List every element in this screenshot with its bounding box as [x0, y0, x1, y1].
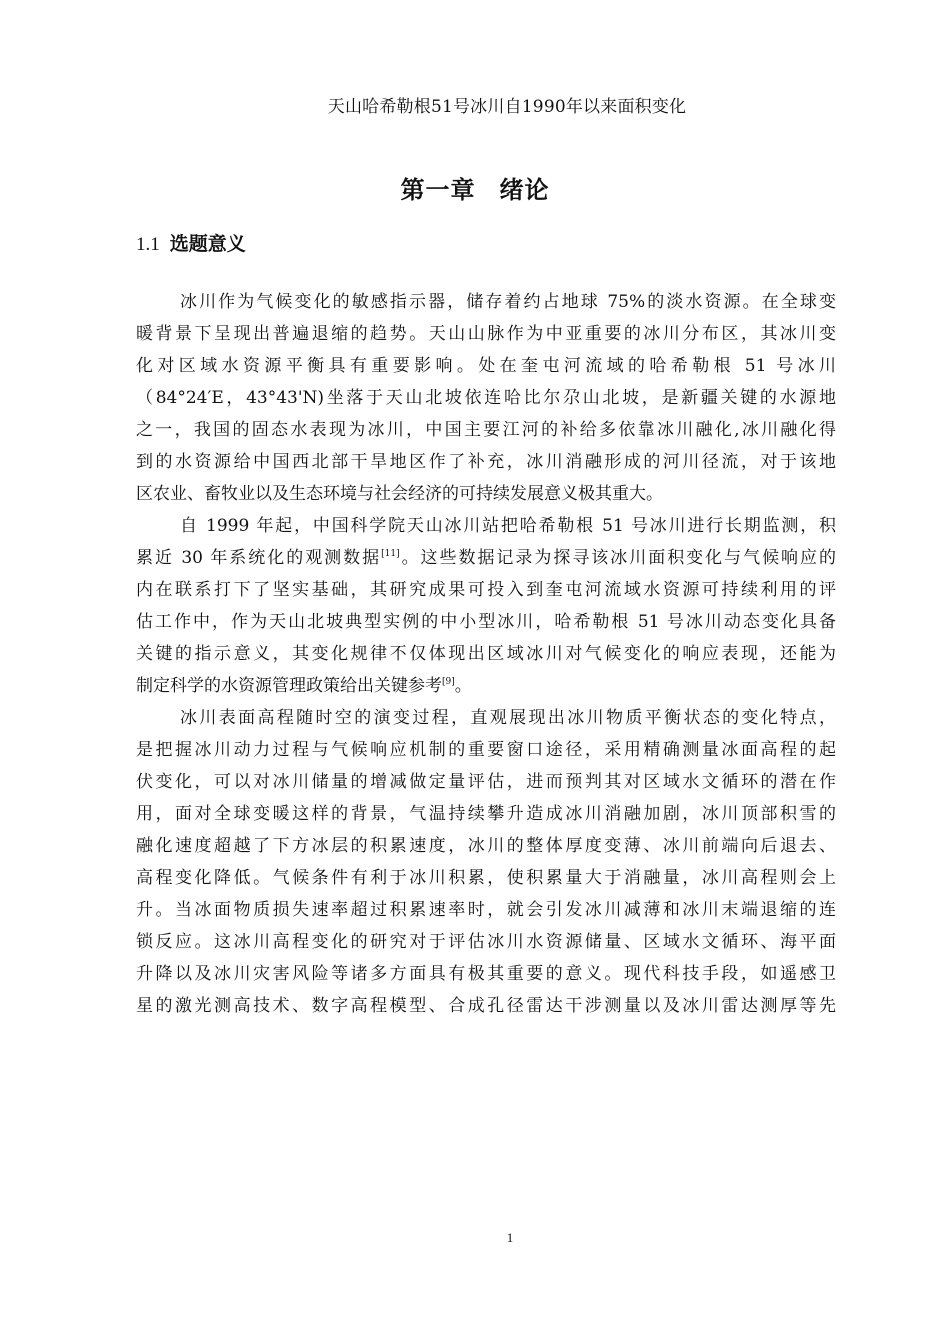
text-segment: 累近 30 年系统化的观测数据 [136, 548, 382, 568]
text-segment: 之一，我国的固态水表现为冰川，中国主要江河的补给多依靠冰川融化,冰川融化得 [136, 420, 836, 440]
text-segment: 暖背景下呈现出普遍退缩的趋势。天山山脉作为中亚重要的冰川分布区，其冰川变 [136, 324, 836, 344]
citation-reference: [9] [442, 677, 455, 687]
text-segment: 冰川表面高程随时空的演变过程，直观展现出冰川物质平衡状态的变化特点， [180, 708, 836, 728]
text-segment: 锁反应。这冰川高程变化的研究对于评估冰川水资源储量、区域水文循环、海平面 [136, 932, 836, 952]
section-title-text: 选题意义 [169, 233, 246, 255]
text-line [136, 830, 836, 862]
text-line [136, 670, 836, 702]
text-segment: （84°24′E，43°43'N)坐落于天山北坡依连哈比尔尕山北坡，是新疆关键的水源地 [136, 388, 836, 408]
text-segment: 是把握冰川动力过程与气候响应机制的重要窗口途径，采用精确测量冰面高程的起 [136, 740, 836, 760]
paragraph [136, 510, 836, 702]
text-line [136, 638, 836, 670]
text-line [136, 478, 836, 510]
paragraph [136, 286, 836, 510]
text-line [136, 990, 836, 1022]
text-line [136, 574, 836, 606]
text-line [136, 318, 836, 350]
text-line [136, 734, 836, 766]
text-segment: 升降以及冰川灾害风险等诸多方面具有极其重要的意义。现代科技手段，如遥感卫 [136, 964, 836, 984]
text-line [136, 286, 836, 318]
text-line [136, 382, 836, 414]
text-line [136, 894, 836, 926]
text-line [136, 926, 836, 958]
text-line [136, 510, 836, 542]
text-segment: 高程变化降低。气候条件有利于冰川积累，使积累量大于消融量，冰川高程则会上 [136, 868, 836, 888]
text-line [136, 702, 836, 734]
text-segment: 用，面对全球变暖这样的背景，气温持续攀升造成冰川消融加剧，冰川顶部积雪的 [136, 804, 836, 824]
text-segment: 。这些数据记录为探寻该冰川面积变化与气候响应的 [399, 548, 836, 568]
text-segment: 星的激光测高技术、数字高程模型、合成孔径雷达干涉测量以及冰川雷达测厚等先 [136, 996, 836, 1016]
text-line [136, 958, 836, 990]
text-line [136, 414, 836, 446]
text-segment: 冰川作为气候变化的敏感指示器，储存着约占地球 75%的淡水资源。在全球变 [180, 292, 836, 312]
text-line [136, 542, 836, 574]
text-segment: 到的水资源给中国西北部干旱地区作了补充，冰川消融形成的河川径流，对于该地 [136, 452, 836, 472]
text-line [136, 798, 836, 830]
text-segment: 。 [454, 676, 472, 696]
text-line [136, 766, 836, 798]
text-segment: 自 1999 年起，中国科学院天山冰川站把哈希勒根 51 号冰川进行长期监测，积 [180, 516, 836, 536]
paragraph [136, 702, 836, 1022]
section-heading [136, 229, 246, 256]
text-segment: 关键的指示意义，其变化规律不仅体现出区域冰川对气候变化的响应表现，还能为 [136, 644, 836, 664]
text-segment: 融化速度超越了下方冰层的积累速度，冰川的整体厚度变薄、冰川前端向后退去、 [136, 836, 836, 856]
text-segment: 制定科学的水资源管理政策给出关键参考 [136, 676, 442, 696]
text-segment: 升。当冰面物质损失速率超过积累速率时，就会引发冰川减薄和冰川末端退缩的连 [136, 900, 836, 920]
text-line [136, 862, 836, 894]
section-number: 1.1 [136, 234, 160, 255]
running-header: 天山哈希勒根51号冰川自1990年以来面积变化 [327, 97, 687, 117]
text-line [136, 446, 836, 478]
text-segment: 伏变化，可以对冰川储量的增减做定量评估，进而预判其对区域水文循环的潜在作 [136, 772, 836, 792]
citation-reference: [11] [381, 549, 400, 559]
text-segment: 化对区域水资源平衡具有重要影响。处在奎屯河流域的哈希勒根 51 号冰川 [136, 356, 836, 376]
page-number: 1 [506, 1230, 514, 1245]
chapter-number-label: 第一章 [400, 176, 476, 204]
text-line [136, 350, 836, 382]
chapter-title [0, 170, 950, 205]
body-text [136, 286, 836, 1022]
text-line [136, 606, 836, 638]
text-segment: 估工作中，作为天山北坡典型实例的中小型冰川，哈希勒根 51 号冰川动态变化具备 [136, 612, 836, 632]
text-segment: 内在联系打下了坚实基础，其研究成果可投入到奎屯河流域水资源可持续利用的评 [136, 580, 836, 600]
text-segment: 区农业、畜牧业以及生态环境与社会经济的可持续发展意义极其重大。 [136, 484, 663, 504]
chapter-title-text: 绪论 [499, 176, 550, 204]
